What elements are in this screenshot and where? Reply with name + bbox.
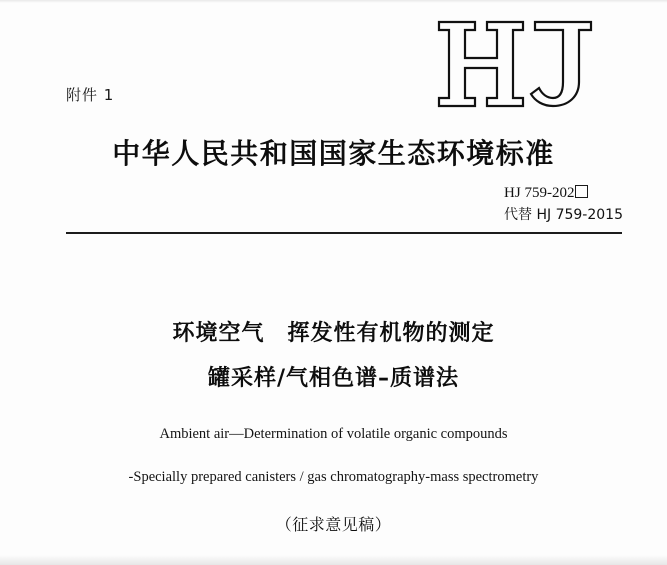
standard-title: 中华人民共和国国家生态环境标准 bbox=[112, 137, 555, 170]
subject-en-line-1: Ambient air—Determination of volatile organic compounds bbox=[159, 426, 508, 442]
attachment-label: 附件 1 bbox=[66, 86, 115, 104]
header-rule bbox=[66, 232, 622, 234]
standard-number-text: HJ 759-202 bbox=[504, 185, 575, 201]
subject-cn-line-2: 罐采样/气相色谱–质谱法 bbox=[207, 366, 460, 391]
standard-codes bbox=[504, 182, 623, 226]
empty-box-icon bbox=[575, 185, 588, 198]
subject-block bbox=[0, 316, 667, 535]
subject-en-line-2: -Specially prepared canisters / gas chromatography-mass spectrometry bbox=[128, 469, 539, 485]
rule-line bbox=[66, 232, 622, 234]
replaces-number: 代替 HJ 759-2015 bbox=[504, 206, 623, 223]
standard-number bbox=[504, 182, 623, 205]
hj-logo bbox=[435, 18, 595, 110]
document-status: （征求意见稿） bbox=[275, 515, 392, 534]
subject-cn-line-1: 环境空气 挥发性有机物的测定 bbox=[172, 321, 495, 346]
